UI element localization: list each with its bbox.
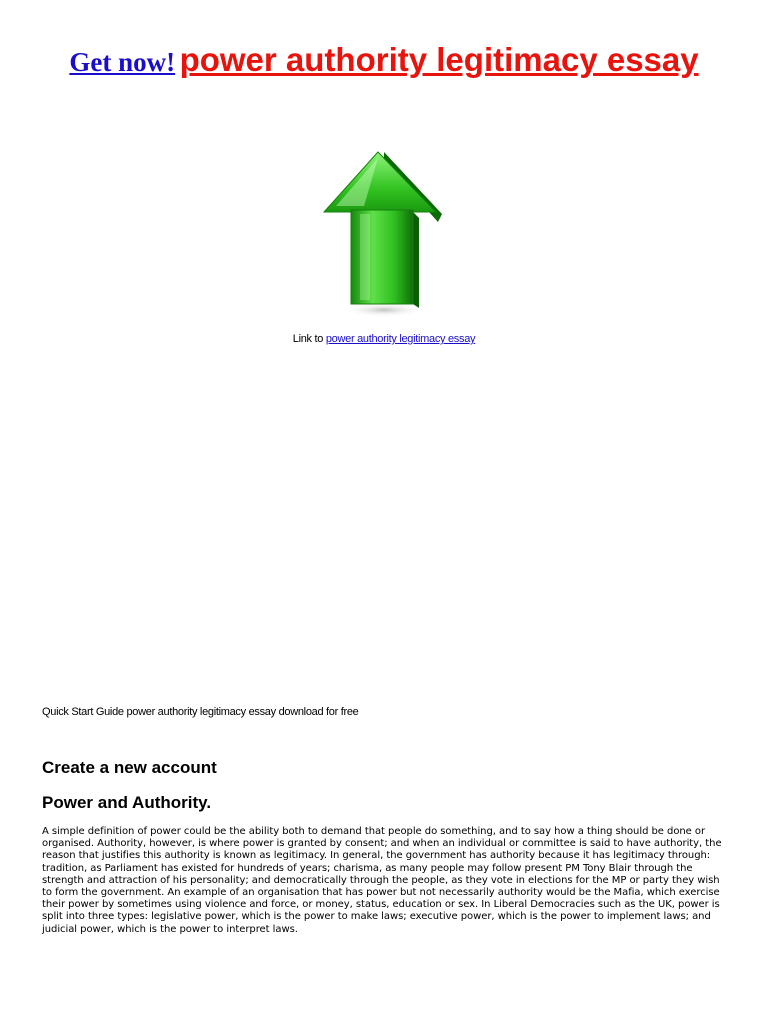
page-title <box>60 40 708 87</box>
get-now-link[interactable]: Get now! <box>69 47 176 77</box>
title-link[interactable]: power authority legitimacy essay <box>179 41 699 78</box>
download-link-line <box>0 333 768 345</box>
create-account-heading: Create a new account <box>42 758 217 777</box>
body-paragraph: A simple definition of power could be the ability both to demand that people do something, and to say how a thing should be done or organised. Authority, however, is where power is granted by consent; and when an individual or committee is said to have authority, the reason that justifies this authority is known as legitimacy. In general, the government has authority because it has legitimacy through: tradition, as Parliament has existed for hundreds of years; charisma, as many people may follow present PM Tony Blair through the strength and attraction of his personality; and democratically through the people, as they vote in elections for the MP or party they wish to form the government. An example of an organisation that has power but not necessarily authority would be the Mafia, which exercise their power by sometimes using violence and force, or money, status, education or sex. In Liberal Democracies such as the UK, power is split into three types: legislative power, which is the power to make laws; executive power, which is the power to implement laws; and judicial power, which is the power to interpret laws. <box>42 826 722 935</box>
link-prefix: Link to <box>292 333 324 345</box>
power-authority-heading: Power and Authority. <box>42 793 212 812</box>
green-up-arrow-icon[interactable] <box>318 150 450 318</box>
essay-link[interactable]: power authority legitimacy essay <box>325 333 476 345</box>
quick-start-text: Quick Start Guide power authority legitimacy essay download for free <box>42 706 359 718</box>
